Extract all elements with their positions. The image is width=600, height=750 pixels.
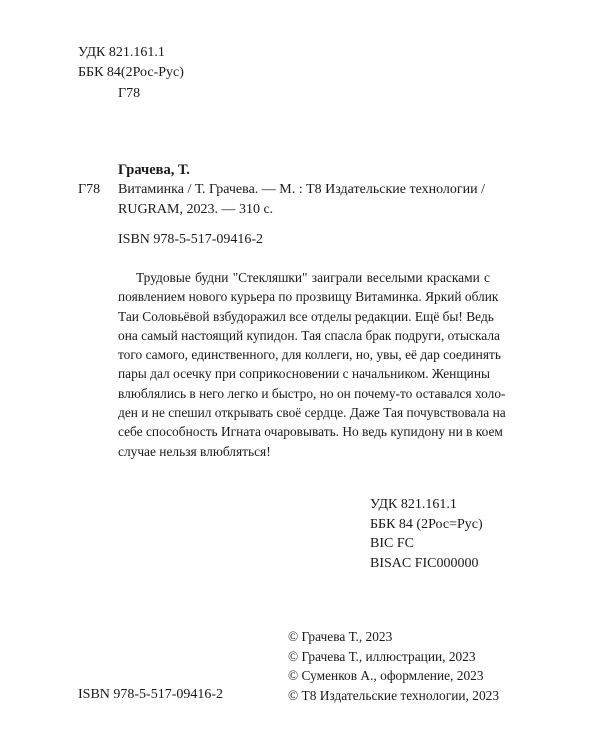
annotation-text [118, 268, 506, 461]
annotation-line: Трудовые будни "Стекляшки" заиграли веселыми красками с [136, 270, 490, 285]
bisac-code: BISAC FIC000000 [370, 555, 479, 571]
copyright-line: © Т8 Издательские технологии, 2023 [288, 687, 500, 703]
udk-code-right: УДК 821.161.1 [370, 497, 457, 512]
bic-code: BIC FC [370, 536, 414, 551]
annotation-line: появлением нового курьера по прозвищу Витаминка. Яркий облик [118, 289, 499, 305]
title-line-2: RUGRAM, 2023. — 310 с. [118, 202, 274, 217]
annotation-line: Таи Соловьёвой взбудоражил все отделы редакции. Ещё бы! Ведь [118, 308, 494, 324]
copyright-block [288, 627, 499, 705]
copyright-line: © Грачева Т., иллюстрации, 2023 [288, 648, 476, 664]
top-classification-block [78, 43, 184, 83]
annotation-line: ден и не спешил открывать своё сердце. Даже Тая почувствовала на [118, 405, 506, 421]
annotation-line: влюблялись в него легко и быстро, но он почему-то оставался холо- [118, 385, 506, 401]
annotation-line: того самого, единственного, для коллеги, но, увы, её дар соединять [118, 347, 501, 363]
isbn-record: ISBN 978-5-517-09416-2 [118, 232, 264, 247]
annotation-line: она самый настоящий купидон. Тая спасла брак подруги, отыскала [118, 327, 500, 343]
annotation-line: себе способность Игната очаровывать. Но ведь купидону ни в коем [118, 424, 503, 440]
title-line-1: Витаминка / Т. Грачева. — М. : Т8 Издательские технологии / [118, 182, 486, 197]
bbk-code-right: ББК 84 (2Рос=Рус) [370, 516, 483, 532]
udk-code: УДК 821.161.1 [78, 45, 165, 60]
copyright-line: © Грачева Т., 2023 [288, 629, 393, 644]
author-mark-code: Г78 [118, 86, 141, 101]
right-classification-block [370, 495, 483, 573]
author-name: Грачева, Т. [118, 162, 190, 178]
copyright-line: © Суменков А., оформление, 2023 [288, 668, 484, 684]
isbn-bottom: ISBN 978-5-517-09416-2 [78, 687, 224, 702]
bbk-code: ББК 84(2Рос-Рус) [78, 65, 184, 80]
author-mark-side: Г78 [78, 182, 101, 197]
annotation-line: пары дал осечку при соприкосновении с начальником. Женщины [118, 366, 490, 382]
annotation-line: случае нельзя влюбляться! [118, 443, 271, 459]
